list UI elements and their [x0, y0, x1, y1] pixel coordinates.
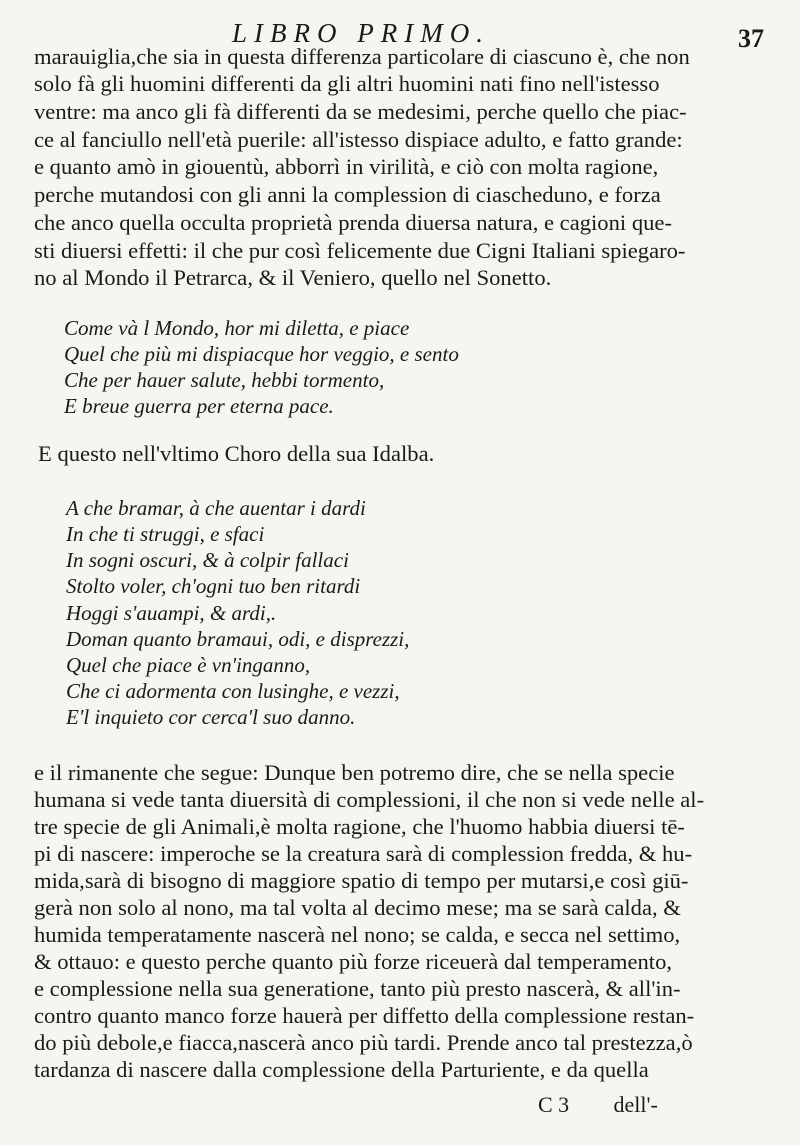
text-line: do più debole,e fiacca,nascerà anco più tardi. Prende anco tal prestezza,ò [34, 1030, 693, 1055]
signature-mark: C 3 [538, 1092, 570, 1117]
running-title: LIBRO PRIMO. [232, 18, 490, 48]
verse-line: E breue guerra per eterna pace. [64, 394, 334, 418]
verse-line: Hoggi s'auampi, & ardi,. [66, 601, 277, 625]
text-line: e quanto amò in giouentù, abborrì in virilità, e ciò con molta ragione, [34, 154, 659, 179]
text-line: sti diuersi effetti: il che pur così felicemente due Cigni Italiani spiegaro- [34, 238, 686, 263]
verse-line: A che bramar, à che auentar i dardi [66, 496, 366, 520]
text-line: no al Mondo il Petrarca, & il Veniero, quello nel Sonetto. [34, 265, 552, 290]
verse-line: Stolto voler, ch'ogni tuo ben ritardi [66, 574, 361, 598]
verse-line: Come và l Mondo, hor mi diletta, e piace [64, 316, 410, 340]
verse-line: Doman quanto bramaui, odi, e disprezzi, [66, 627, 410, 651]
verse-line: Quel che piace è vn'inganno, [66, 653, 311, 677]
text-line: contro quanto manco forze hauerà per diffetto della complessione restan- [34, 1003, 695, 1028]
text-line: humida temperatamente nascerà nel nono; se calda, e secca nel settimo, [34, 922, 681, 947]
verse-line: E'l inquieto cor cerca'l suo danno. [66, 705, 356, 729]
catchword: dell'- [613, 1092, 658, 1117]
text-line: E questo nell'vltimo Choro della sua Idalba. [38, 441, 435, 466]
verse-line: Che ci adormenta con lusinghe, e vezzi, [66, 679, 400, 703]
verse-line: Quel che più mi dispiacque hor veggio, e sento [64, 342, 459, 366]
verse-line: Che per hauer salute, hebbi tormento, [64, 368, 385, 392]
text-line: che anco quella occulta proprietà prenda diuersa natura, e cagioni que- [34, 210, 672, 235]
verse-line: In sogni oscuri, & à colpir fallaci [66, 548, 349, 572]
text-line: solo fà gli huomini differenti da gli altri huomini nati fino nell'istesso [34, 71, 660, 96]
text-line: pi di nascere: imperoche se la creatura sarà di complession fredda, & hu- [34, 841, 693, 866]
text-line: gerà non solo al nono, ma tal volta al decimo mese; ma se sarà calda, & [34, 895, 681, 920]
text-line: e il rimanente che segue: Dunque ben potremo dire, che se nella specie [34, 760, 675, 785]
text-line: ce al fanciullo nell'età puerile: all'istesso dispiace adulto, e fatto grande: [34, 127, 683, 152]
text-line: e complessione nella sua generatione, tanto più presto nascerà, & all'in- [34, 976, 681, 1001]
text-line: mida,sarà di bisogno di maggiore spatio di tempo per mutarsi,e così giū- [34, 868, 689, 893]
text-line: humana si vede tanta diuersità di complessioni, il che non si vede nelle al- [34, 787, 705, 812]
page-footer [538, 1092, 658, 1118]
page-number: 37 [738, 24, 764, 53]
text-line: ventre: ma anco gli fà differenti da se medesimi, perche quello che piac- [34, 99, 687, 124]
verse-line: In che ti struggi, e sfaci [66, 522, 265, 546]
text-line: perche mutandosi con gli anni la complession di ciascheduno, e forza [34, 182, 661, 207]
text-line: marauiglia,che sia in questa differenza particolare di ciascuno è, che non [34, 44, 690, 69]
text-line: & ottauo: e questo perche quanto più forze riceuerà dal temperamento, [34, 949, 673, 974]
text-line: tre specie de gli Animali,è molta ragione, che l'huomo habbia diuersi tē- [34, 814, 685, 839]
text-line: tardanza di nascere dalla complessione della Parturiente, e da quella [34, 1057, 649, 1082]
